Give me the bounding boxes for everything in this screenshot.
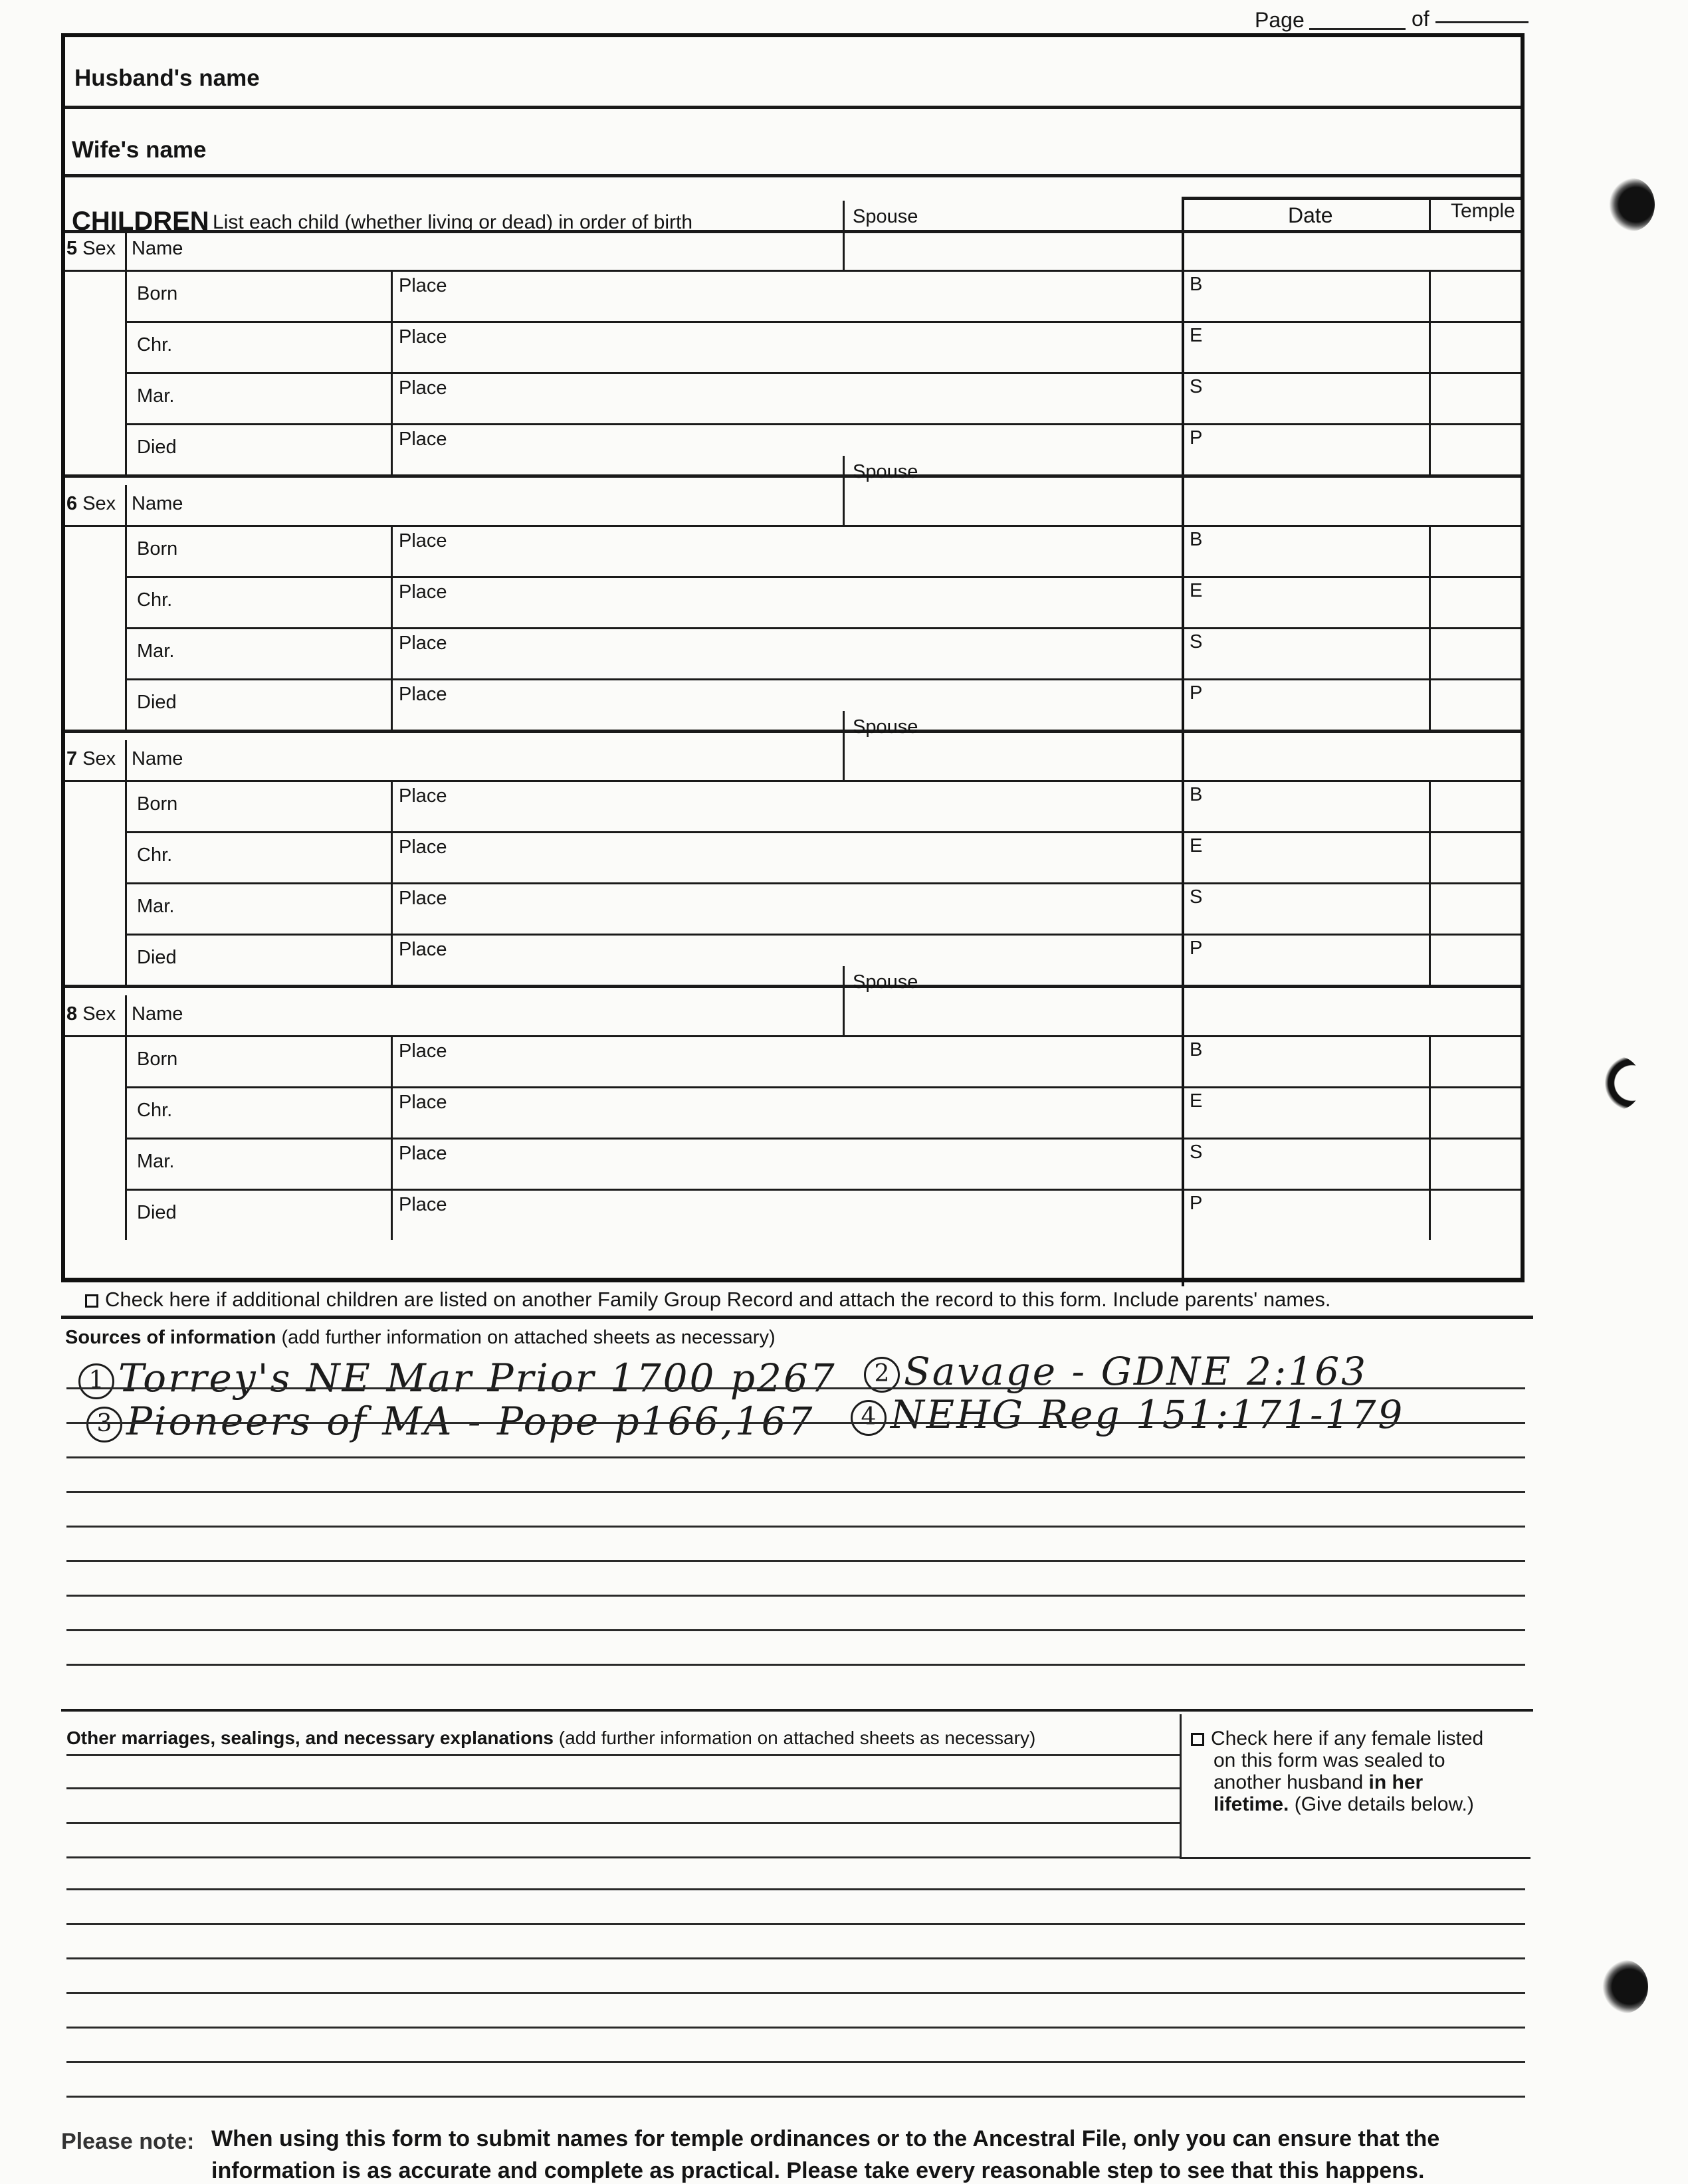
other-marriages-writing-line[interactable]: [66, 2027, 1525, 2029]
other-marriages-note: (add further information on attached sheets as necessary): [558, 1728, 1036, 1748]
footer-line-2: information is as accurate and complete as practical. Please take every reasonable step to see that this happens.: [211, 2158, 1425, 2183]
other-marriages-writing-line[interactable]: [66, 2061, 1525, 2063]
ordinance-letter-0: B: [1190, 529, 1203, 550]
event-place-field[interactable]: [464, 1140, 1175, 1186]
sources-writing-line[interactable]: [66, 1629, 1525, 1631]
ordinance-letter-2: S: [1190, 376, 1203, 397]
please-note-label: Please note:: [61, 2129, 195, 2154]
event-label-2: Mar.: [137, 896, 175, 917]
ordinance-letter-3: P: [1190, 682, 1203, 704]
spouse-label: Spouse: [853, 716, 918, 738]
place-label: Place: [399, 633, 447, 654]
temple-field[interactable]: [1434, 1191, 1514, 1237]
event-place-field[interactable]: [464, 579, 1175, 625]
event-date-field[interactable]: [211, 272, 384, 318]
event-label-0: Born: [137, 1048, 178, 1070]
wife-name-field[interactable]: [198, 114, 1514, 170]
binder-hole-middle: [1595, 1056, 1641, 1110]
ordinance-date-field[interactable]: [1208, 1089, 1421, 1135]
name-label: Name: [132, 748, 183, 769]
source-text-4: NEHG Reg 151:171-179: [891, 1392, 1405, 1437]
event-date-field[interactable]: [211, 375, 384, 421]
source-line-4: [851, 1392, 1404, 1437]
ordinance-letter-1: E: [1190, 1090, 1203, 1112]
place-label: Place: [399, 837, 447, 858]
source-num-4: 4: [851, 1400, 887, 1436]
sources-writing-line[interactable]: [66, 1526, 1525, 1528]
event-label-3: Died: [137, 947, 177, 968]
event-date-field[interactable]: [211, 324, 384, 369]
event-place-field[interactable]: [464, 1191, 1175, 1237]
ordinance-letter-1: E: [1190, 580, 1203, 601]
wife-name-label: Wife's name: [72, 137, 207, 163]
other-marriages-writing-line[interactable]: [66, 1856, 1180, 1858]
other-marriages-writing-line[interactable]: [66, 1822, 1180, 1824]
ordinance-date-field[interactable]: [1208, 630, 1421, 676]
other-marriages-writing-line[interactable]: [66, 1888, 1525, 1890]
event-place-field[interactable]: [464, 528, 1175, 573]
temple-field[interactable]: [1434, 272, 1514, 318]
event-place-field[interactable]: [464, 630, 1175, 676]
child-name-field[interactable]: [198, 488, 902, 522]
event-label-2: Mar.: [137, 1151, 175, 1172]
sources-row: [65, 1327, 776, 1349]
event-label-1: Chr.: [137, 589, 173, 611]
name-label: Name: [132, 238, 183, 259]
place-label: Place: [399, 326, 447, 347]
temple-header: Temple: [1451, 200, 1515, 222]
event-place-field[interactable]: [464, 834, 1175, 880]
spouse-name-field[interactable]: [936, 461, 1514, 521]
ordinance-letter-0: B: [1190, 274, 1203, 295]
family-group-form: [61, 33, 1525, 1282]
additional-children-text: Check here if additional children are listed on another Family Group Record and attach the record to this form. Include parents' names.: [105, 1288, 1331, 1311]
temple-field[interactable]: [1434, 579, 1514, 625]
event-date-field[interactable]: [211, 936, 384, 982]
sex-label: Sex: [82, 748, 116, 769]
event-label-0: Born: [137, 538, 178, 559]
female-check-line1: Check here if any female listed: [1211, 1728, 1484, 1749]
temple-field[interactable]: [1434, 630, 1514, 676]
temple-field[interactable]: [1434, 1140, 1514, 1186]
event-place-field[interactable]: [464, 783, 1175, 829]
children-title: CHILDREN: [72, 207, 209, 236]
place-label: Place: [399, 1092, 447, 1113]
event-date-field[interactable]: [211, 783, 384, 829]
temple-field[interactable]: [1434, 1089, 1514, 1135]
source-num-1: 1: [78, 1363, 114, 1399]
source-text-3: Pioneers of MA - Pope p166,167: [126, 1399, 815, 1444]
additional-children-checkbox[interactable]: [85, 1294, 98, 1308]
place-label: Place: [399, 530, 447, 551]
sources-writing-line[interactable]: [66, 1491, 1525, 1493]
page-total-field[interactable]: [1435, 21, 1529, 23]
other-marriages-writing-line[interactable]: [66, 1923, 1525, 1925]
sources-writing-line[interactable]: [66, 1595, 1525, 1597]
event-label-0: Born: [137, 793, 178, 815]
temple-field[interactable]: [1434, 885, 1514, 931]
temple-field[interactable]: [1434, 375, 1514, 421]
place-label: Place: [399, 785, 447, 807]
event-place-field[interactable]: [464, 272, 1175, 318]
temple-field[interactable]: [1434, 528, 1514, 573]
sex-label: Sex: [82, 1003, 116, 1025]
event-label-3: Died: [137, 1202, 177, 1223]
event-date-field[interactable]: [211, 426, 384, 472]
sex-label: Sex: [82, 493, 116, 514]
sources-writing-line[interactable]: [66, 1560, 1525, 1562]
source-num-2: 2: [864, 1357, 900, 1393]
spouse-label: Spouse: [853, 206, 918, 227]
place-label: Place: [399, 581, 447, 603]
ordinance-date-field[interactable]: [1208, 834, 1421, 880]
event-place-field[interactable]: [464, 324, 1175, 369]
ordinance-letter-3: P: [1190, 938, 1203, 959]
temple-field[interactable]: [1434, 1038, 1514, 1084]
other-marriages-writing-line[interactable]: [66, 2096, 1525, 2098]
place-label: Place: [399, 1194, 447, 1215]
of-label: of: [1412, 7, 1429, 31]
spouse-name-field[interactable]: [936, 206, 1514, 266]
ordinance-letter-0: B: [1190, 784, 1203, 805]
source-num-3: 3: [86, 1407, 122, 1442]
event-label-2: Mar.: [137, 641, 175, 662]
event-date-field[interactable]: [211, 579, 384, 625]
event-place-field[interactable]: [464, 375, 1175, 421]
event-date-field[interactable]: [211, 885, 384, 931]
ordinance-date-field[interactable]: [1208, 1038, 1421, 1084]
temple-field[interactable]: [1434, 834, 1514, 880]
other-marriages-writing-line[interactable]: [66, 1787, 1180, 1789]
ordinance-letter-2: S: [1190, 631, 1203, 652]
event-date-field[interactable]: [211, 630, 384, 676]
event-label-1: Chr.: [137, 334, 173, 355]
sex-label: Sex: [82, 238, 116, 259]
female-check-line2: on this form was sealed to: [1213, 1749, 1445, 1771]
ordinance-date-field[interactable]: [1208, 375, 1421, 421]
other-marriages-label: Other marriages, sealings, and necessary explanations: [66, 1728, 554, 1748]
date-header: Date: [1288, 203, 1333, 227]
sources-label: Sources of information: [65, 1327, 276, 1348]
ordinance-date-field[interactable]: [1208, 272, 1421, 318]
place-label: Place: [399, 888, 447, 909]
page-label: Page: [1255, 8, 1305, 32]
child-number: 7: [66, 748, 78, 769]
ordinance-date-field[interactable]: [1208, 1191, 1421, 1237]
ordinance-letter-1: E: [1190, 325, 1203, 346]
ordinance-letter-0: B: [1190, 1039, 1203, 1060]
event-place-field[interactable]: [464, 1038, 1175, 1084]
spouse-name-field[interactable]: [936, 971, 1514, 1031]
event-date-field[interactable]: [211, 1089, 384, 1135]
spouse-name-field[interactable]: [936, 716, 1514, 776]
child-number: 5: [66, 238, 78, 259]
source-text-2: Savage - GDNE 2:163: [904, 1349, 1368, 1394]
temple-field[interactable]: [1434, 783, 1514, 829]
female-check-line4b: (Give details below.): [1289, 1793, 1474, 1815]
event-label-3: Died: [137, 692, 177, 713]
other-marriages-writing-line[interactable]: [66, 1754, 1180, 1756]
ordinance-date-field[interactable]: [1208, 783, 1421, 829]
female-check-line4a: lifetime.: [1213, 1793, 1289, 1815]
event-date-field[interactable]: [211, 1140, 384, 1186]
ordinance-letter-3: P: [1190, 1193, 1203, 1214]
sources-note: (add further information on attached sheets as necessary): [281, 1327, 776, 1348]
child-number: 6: [66, 493, 78, 514]
event-date-field[interactable]: [211, 1191, 384, 1237]
sources-writing-line[interactable]: [66, 1456, 1525, 1458]
footer-line-1: When using this form to submit names for temple ordinances or to the Ancestral File, only you can ensure that the: [211, 2126, 1440, 2151]
event-label-0: Born: [137, 283, 178, 304]
binder-hole-bottom: [1602, 1960, 1648, 2013]
place-label: Place: [399, 429, 447, 450]
ordinance-letter-2: S: [1190, 886, 1203, 908]
source-line-3: [86, 1399, 814, 1444]
source-text-1: Torrey's NE Mar Prior 1700 p267: [118, 1355, 837, 1401]
event-date-field[interactable]: [211, 681, 384, 727]
place-label: Place: [399, 1143, 447, 1164]
ordinance-letter-2: S: [1190, 1142, 1203, 1163]
place-label: Place: [399, 939, 447, 960]
event-label-1: Chr.: [137, 1100, 173, 1121]
children-instruction: List each child (whether living or dead) in order of birth: [213, 211, 693, 233]
binder-hole-top: [1608, 178, 1655, 231]
other-marriages-row: [66, 1728, 1035, 1749]
source-line-1: [78, 1355, 837, 1401]
event-date-field[interactable]: [211, 1038, 384, 1084]
event-place-field[interactable]: [464, 1089, 1175, 1135]
other-marriages-writing-line[interactable]: [66, 1992, 1525, 1994]
ordinance-date-field[interactable]: [1208, 1140, 1421, 1186]
child-name-field[interactable]: [198, 233, 902, 267]
event-label-3: Died: [137, 437, 177, 458]
event-place-field[interactable]: [464, 885, 1175, 931]
place-label: Place: [399, 275, 447, 296]
temple-field[interactable]: [1434, 324, 1514, 369]
ordinance-letter-3: P: [1190, 427, 1203, 448]
husband-name-field[interactable]: [225, 50, 1514, 104]
female-check-line3a: another husband: [1213, 1771, 1369, 1793]
name-label: Name: [132, 1003, 183, 1025]
additional-children-row: [85, 1288, 1331, 1312]
ordinance-date-field[interactable]: [1208, 528, 1421, 573]
ordinance-date-field[interactable]: [1208, 579, 1421, 625]
event-label-1: Chr.: [137, 844, 173, 866]
place-label: Place: [399, 1041, 447, 1062]
child-name-field[interactable]: [198, 743, 902, 777]
place-label: Place: [399, 377, 447, 399]
female-check-line3b: in her: [1368, 1771, 1424, 1793]
child-name-field[interactable]: [198, 998, 902, 1033]
ordinance-date-field[interactable]: [1208, 324, 1421, 369]
female-sealing-checkbox[interactable]: [1191, 1733, 1204, 1746]
event-label-2: Mar.: [137, 385, 175, 407]
page-number-field[interactable]: [1309, 28, 1406, 30]
ordinance-date-field[interactable]: [1208, 885, 1421, 931]
name-label: Name: [132, 493, 183, 514]
child-number: 8: [66, 1003, 78, 1025]
sources-writing-line[interactable]: [66, 1422, 1525, 1424]
event-date-field[interactable]: [211, 528, 384, 573]
spouse-label: Spouse: [853, 461, 918, 482]
sources-writing-line[interactable]: [66, 1664, 1525, 1666]
place-label: Place: [399, 684, 447, 705]
other-marriages-writing-line[interactable]: [66, 1957, 1525, 1959]
ordinance-letter-1: E: [1190, 835, 1203, 856]
female-sealing-box: [1180, 1714, 1530, 1859]
sources-writing-line[interactable]: [66, 1387, 1525, 1389]
event-date-field[interactable]: [211, 834, 384, 880]
husband-name-label: Husband's name: [74, 65, 260, 91]
spouse-label: Spouse: [853, 971, 918, 993]
